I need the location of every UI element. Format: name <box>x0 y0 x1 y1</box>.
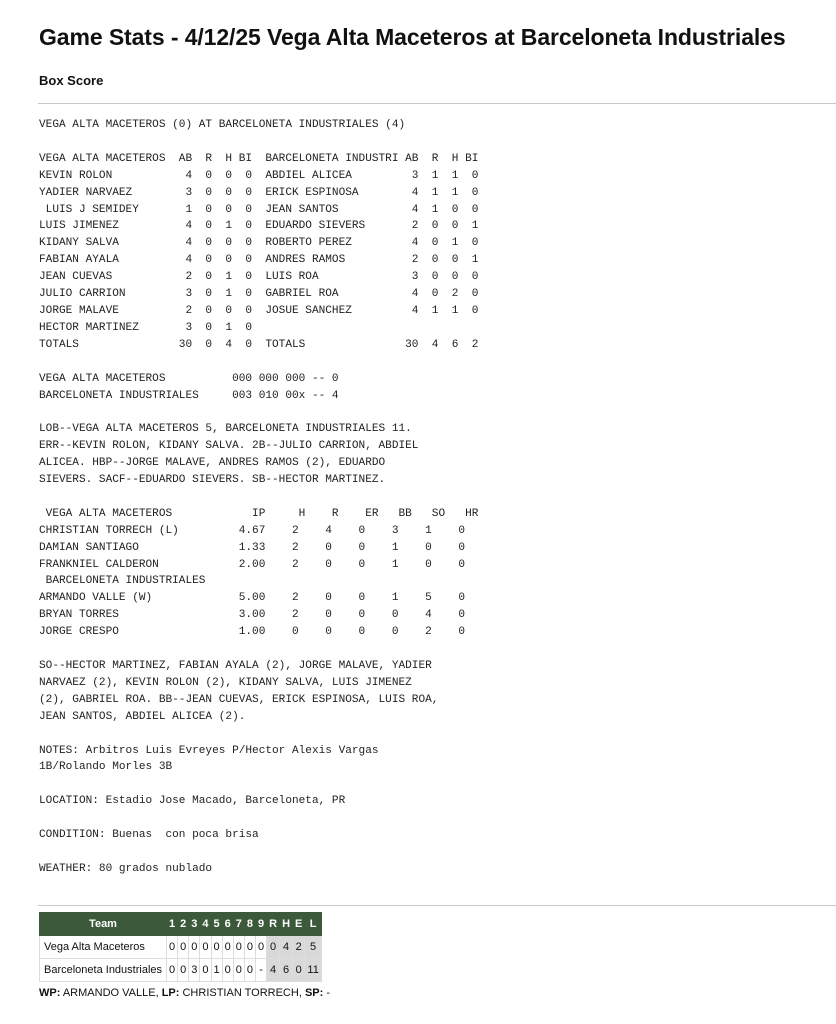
wp-label: WP: <box>39 987 61 999</box>
inning-score: 1 <box>211 959 222 982</box>
runs-total: 4 <box>267 959 280 982</box>
header-lob: L <box>305 913 321 936</box>
losing-pitcher: CHRISTIAN TORRECH <box>182 987 299 999</box>
inning-score: 0 <box>200 936 211 959</box>
inning-score: 0 <box>233 959 244 982</box>
inning-score: 0 <box>167 936 178 959</box>
header-inning-7: 7 <box>233 913 244 936</box>
lob-total: 11 <box>305 959 321 982</box>
header-inning-3: 3 <box>189 913 200 936</box>
header-inning-1: 1 <box>167 913 178 936</box>
sp-label: SP: <box>304 987 324 999</box>
header-inning-9: 9 <box>256 913 267 936</box>
inning-score: 0 <box>244 959 255 982</box>
inning-score: 0 <box>189 936 200 959</box>
header-team: Team <box>40 913 167 936</box>
inning-score: 0 <box>222 936 233 959</box>
inning-score: 0 <box>256 936 267 959</box>
table-row <box>40 936 322 959</box>
header-runs: R <box>267 913 280 936</box>
team-name: Barceloneta Industriales <box>40 959 167 982</box>
header-inning-6: 6 <box>222 913 233 936</box>
box-score-heading: Box Score <box>39 73 104 88</box>
lob-total: 5 <box>305 936 321 959</box>
box-score-text: VEGA ALTA MACETEROS (0) AT BARCELONETA INDUSTRIALES (4) VEGA ALTA MACETEROS AB R H BI BARCELONETA INDUSTRI AB R H BI KEVIN ROLON 4 0 0 0 ABDIEL ALICEA 3 1 1 0 YADIER NARVAEZ 3 0 0 0 ERICK ESPINOSA 4 1 1 0 LUIS J SEMIDEY 1 0 0 0 JEAN SANTOS 4 1 0 0 LUIS JIMENEZ 4 0 1 0 EDUARDO SIEVERS 2 0 0 1 KIDANY SALVA 4 0 0 0 ROBERTO PEREZ 4 0 1 0 FABIAN AYALA 4 0 0 0 ANDRES RAMOS 2 0 0 1 JEAN CUEVAS 2 0 1 0 LUIS ROA 3 0 0 0 JULIO CARRION 3 0 1 0 GABRIEL ROA 4 0 2 0 JORGE MALAVE 2 0 0 0 JOSUE SANCHEZ 4 1 1 0 HECTOR MARTINEZ 3 0 1 0 TOTALS 30 0 4 0 TOTALS 30 4 6 2 VEGA ALTA MACETEROS 000 000 000 -- 0 BARCELONETA INDUSTRIALES 003 010 00x -- 4 LOB--VEGA ALTA MACETEROS 5, BARCELONETA INDUSTRIALES 11. ERR--KEVIN ROLON, KIDANY SALVA. 2B--JULIO CARRION, ABDIEL ALICEA. HBP--JORGE MALAVE, ANDRES RAMOS (2), EDUARDO SIEVERS. SACF--EDUARDO SIEVERS. SB--HECTOR MARTINEZ. VEGA ALTA MACETEROS IP H R ER BB SO HR CHRISTIAN TORRECH (L) 4.67 2 4 0 3 1 0 DAMIAN SANTIAGO 1.33 2 0 0 1 0 0 FRANKNIEL CALDERON 2.00 2 0 0 1 0 0 BARCELONETA INDUSTRIALES ARMANDO VALLE (W) 5.00 2 0 0 1 5 0 BRYAN TORRES 3.00 2 0 0 0 4 0 JORGE CRESPO 1.00 0 0 0 0 2 0 SO--HECTOR MARTINEZ, FABIAN AYALA (2), JORGE MALAVE, YADIER NARVAEZ (2), KEVIN ROLON (2), KIDANY SALVA, LUIS JIMENEZ (2), GABRIEL ROA. BB--JEAN CUEVAS, ERICK ESPINOSA, LUIS ROA, JEAN SANTOS, ABDIEL ALICEA (2). NOTES: Arbitros Luis Evreyes P/Hector Alexis Vargas 1B/Rolando Morles 3B LOCATION: Estadio Jose Macado, Barceloneta, PR CONDITION: Buenas con poca brisa WEATHER: 80 grados nublado <box>39 119 479 875</box>
inning-score: - <box>256 959 267 982</box>
table-row <box>40 959 322 982</box>
header-inning-5: 5 <box>211 913 222 936</box>
runs-total: 0 <box>267 936 280 959</box>
bottom-divider <box>38 905 836 906</box>
inning-score: 0 <box>178 936 189 959</box>
linescore-header-row <box>40 913 322 936</box>
inning-score: 3 <box>189 959 200 982</box>
header-inning-2: 2 <box>178 913 189 936</box>
header-inning-4: 4 <box>200 913 211 936</box>
pitching-decisions: WP: ARMANDO VALLE, LP: CHRISTIAN TORRECH, SP: - <box>39 987 331 999</box>
top-divider <box>38 103 836 104</box>
header-inning-8: 8 <box>244 913 255 936</box>
page-title: Game Stats - 4/12/25 Vega Alta Maceteros at Barceloneta Industriales <box>39 24 786 50</box>
inning-score: 0 <box>178 959 189 982</box>
linescore-table <box>39 912 322 982</box>
hits-total: 6 <box>280 959 293 982</box>
header-errors: E <box>293 913 305 936</box>
save-pitcher: - <box>326 987 331 999</box>
errors-total: 2 <box>293 936 305 959</box>
errors-total: 0 <box>293 959 305 982</box>
inning-score: 0 <box>222 959 233 982</box>
inning-score: 0 <box>200 959 211 982</box>
inning-score: 0 <box>244 936 255 959</box>
inning-score: 0 <box>167 959 178 982</box>
header-hits: H <box>280 913 293 936</box>
winning-pitcher: ARMANDO VALLE <box>62 987 156 999</box>
inning-score: 0 <box>211 936 222 959</box>
lp-label: LP: <box>161 987 180 999</box>
hits-total: 4 <box>280 936 293 959</box>
inning-score: 0 <box>233 936 244 959</box>
team-name: Vega Alta Maceteros <box>40 936 167 959</box>
